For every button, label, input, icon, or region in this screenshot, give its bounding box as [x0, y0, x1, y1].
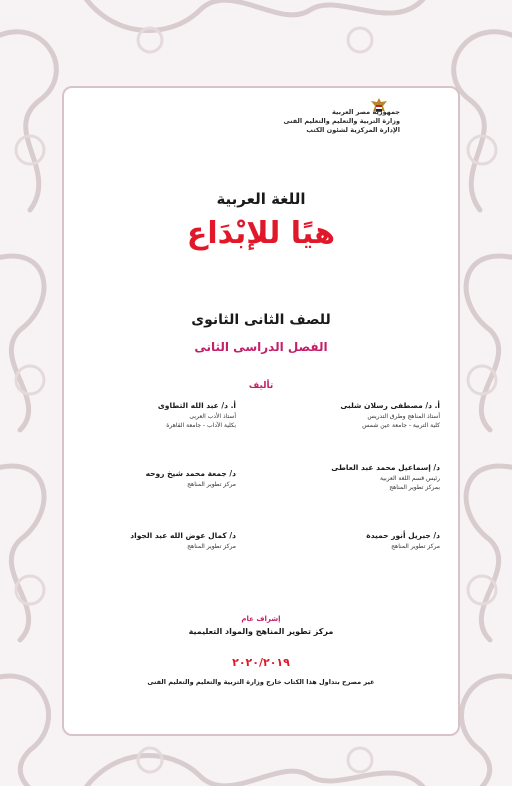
supervision-org: مركز تطوير المناهج والمواد التعليمية: [188, 627, 334, 636]
general-supervision: [64, 614, 458, 639]
distribution-notice: غير مصرح بتداول هذا الكتاب خارج وزارة التربية والتعليم والتعليم الفنى: [147, 678, 375, 686]
author-5: [300, 530, 440, 551]
book-title: هيًا للإبْدَاع: [186, 216, 336, 251]
author-role: مركز تطوير المناهج: [391, 543, 440, 550]
author-4: [96, 468, 236, 489]
author-role: أستاذ المناهج وطرق التدريس: [367, 413, 440, 420]
ministry-line: وزارة التربية والتعليم والتعليم الفنى: [283, 117, 400, 125]
author-role: بكلية الآداب - جامعة القاهرة: [166, 422, 236, 429]
author-role: بمركز تطوير المناهج: [389, 484, 440, 491]
author-name: أ. د/ عبد الله التطاوى: [157, 401, 236, 410]
ministry-header: [240, 108, 400, 135]
author-3: [300, 462, 440, 492]
ministry-line: الإدارة المركزية لشئون الكتب: [306, 126, 400, 134]
author-role: أستاذ الأدب العربى: [189, 413, 236, 420]
authored-by-label: تأليف: [248, 381, 274, 391]
author-6: [96, 530, 236, 551]
author-1: [300, 400, 440, 430]
author-role: رئيس قسم اللغة العربية: [380, 475, 440, 482]
academic-year: ٢٠٢٠/٢٠١٩: [232, 656, 290, 669]
cover-panel: [62, 86, 460, 736]
grade-label: للصف الثانى الثانوى: [191, 312, 331, 328]
subject-title: اللغة العربية: [216, 190, 306, 208]
author-role: كلية التربية - جامعة عين شمس: [362, 422, 440, 429]
author-role: مركز تطوير المناهج: [187, 481, 236, 488]
author-role: مركز تطوير المناهج: [187, 543, 236, 550]
author-2: [96, 400, 236, 430]
author-name: د/ جبريل أنور حميدة: [366, 531, 440, 540]
author-name: أ. د/ مصطفى رسلان شلبى: [340, 401, 440, 410]
author-name: د/ جمعة محمد شيخ روحه: [145, 469, 236, 478]
author-name: د/ إسماعيل محمد عبد العاطى: [331, 463, 440, 472]
author-name: د/ كمال عوض الله عبد الجواد: [130, 531, 236, 540]
supervision-label: إشراف عام: [241, 615, 281, 623]
ministry-line: جمهورية مصر العربية: [332, 108, 400, 116]
term-label: الفصل الدراسى الثانى: [194, 340, 328, 354]
